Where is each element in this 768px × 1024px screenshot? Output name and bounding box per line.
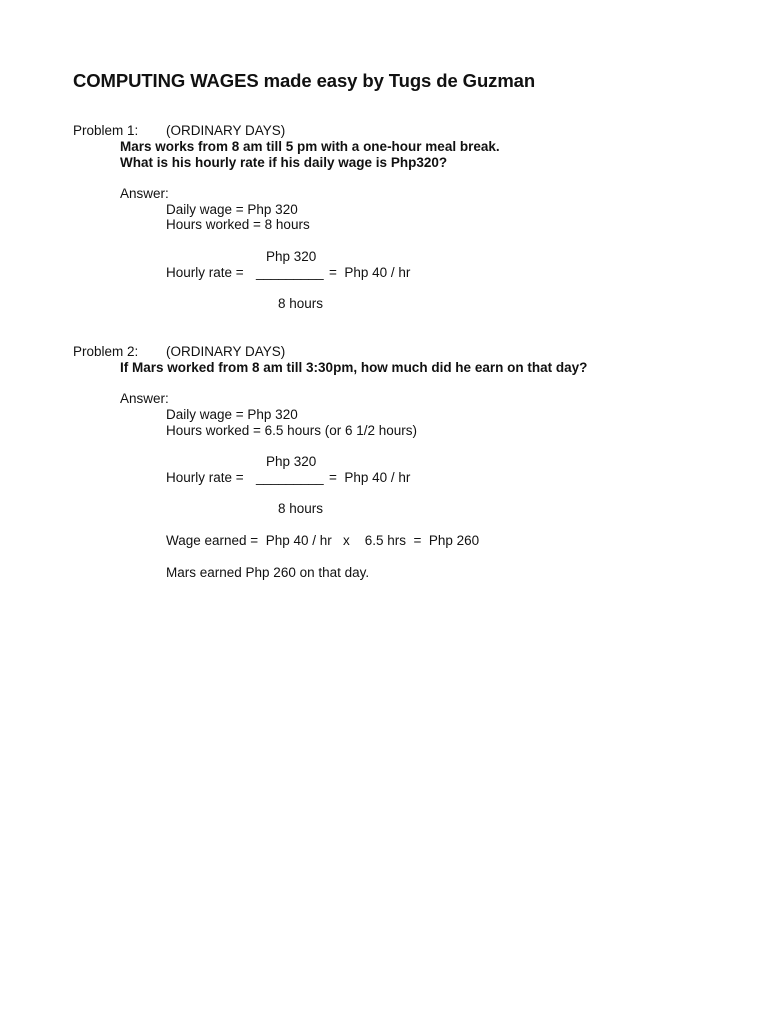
problem1-numerator: Php 320 (266, 249, 317, 264)
problem2-daily-wage: Daily wage = Php 320 (166, 407, 298, 422)
problem1-question-line2: What is his hourly rate if his daily wage is Php320? (120, 155, 448, 170)
problem1-category: (ORDINARY DAYS) (166, 123, 286, 138)
problem2-conclusion: Mars earned Php 260 on that day. (166, 565, 370, 580)
problem1-daily-wage: Daily wage = Php 320 (166, 202, 298, 217)
problem2-fraction-line: _________ (256, 470, 324, 485)
document-title: COMPUTING WAGES made easy by Tugs de Guzman (73, 70, 536, 91)
problem2-question-line1: If Mars worked from 8 am till 3:30pm, how much did he earn on that day? (120, 360, 588, 375)
problem1-hours-worked: Hours worked = 8 hours (166, 217, 310, 232)
problem2-wage-earned: Wage earned = Php 40 / hr x 6.5 hrs = Php 260 (166, 533, 480, 548)
problem1-hourly-rate-label: Hourly rate = (166, 265, 244, 280)
problem2-category: (ORDINARY DAYS) (166, 344, 286, 359)
problem2-hours-worked: Hours worked = 6.5 hours (or 6 1/2 hours) (166, 423, 417, 438)
problem2-label: Problem 2: (73, 344, 139, 359)
problem2-result: = Php 40 / hr (329, 470, 411, 485)
problem1-result: = Php 40 / hr (329, 265, 411, 280)
problem1-question-line1: Mars works from 8 am till 5 pm with a one-hour meal break. (120, 139, 500, 154)
problem2-denominator: 8 hours (278, 501, 324, 516)
problem1-fraction-line: _________ (256, 265, 324, 280)
problem1-denominator: 8 hours (278, 296, 324, 311)
problem1-answer-label: Answer: (120, 186, 169, 201)
problem2-numerator: Php 320 (266, 454, 317, 469)
problem1-label: Problem 1: (73, 123, 139, 138)
problem2-answer-label: Answer: (120, 391, 169, 406)
problem2-hourly-rate-label: Hourly rate = (166, 470, 244, 485)
